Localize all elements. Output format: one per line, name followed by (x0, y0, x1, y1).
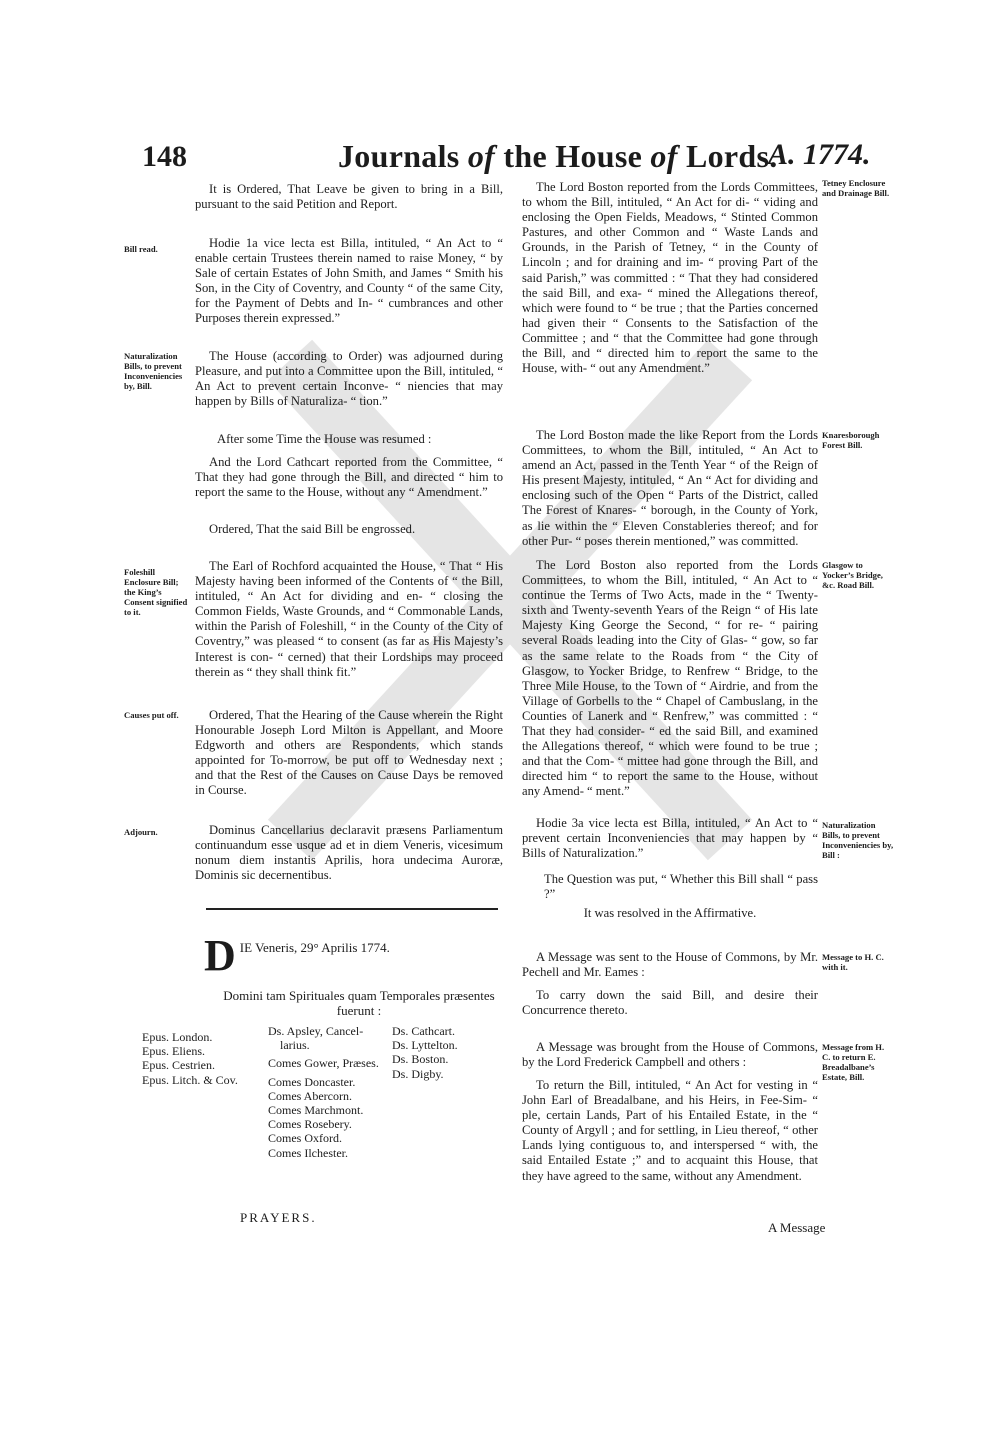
lord-entry: Comes Rosebery. (268, 1117, 352, 1132)
entry-committee-naturalization: The House (according to Order) was adjourned during Pleasure, and put into a Committee upon the Bill, intituled, “ An Act to prevent certain Inconve- “ niencies that may happen by Bills of Naturaliza- “ tion.” (195, 349, 503, 409)
margin-note-naturalization: Naturalization Bills, to prevent Inconveniencies by, Bill. (124, 351, 183, 391)
margin-note-causes: Causes put off. (124, 710, 179, 720)
prayers-heading: PRAYERS. (240, 1210, 317, 1225)
entry-tetney-report: The Lord Boston reported from the Lords Committees, to whom the Bill, intituled, “ An Act for di- “ viding and enclosing the Open Fields, Meadows, “ Stinted Common Pastures, and other Common and “ Waste Lands and Grounds, in the Parish of Tetney, “ in the County of Lincoln ; and for draining and im- “ proving Part of the said Parish,” was committed : “ That they had considered the said Bill, and exa- “ mined the Allegations thereof, which were found to “ be true ; that the Parties concerned had given their “ Consents to the Satisfaction of the Committee ; and “ that the Committee had gone through the Bill, and “ directed him to report the same to the House, with- “ out any Amendment.” (522, 180, 818, 376)
page-number: 148 (142, 140, 187, 173)
page-title: Journals of the House of Lords. (338, 138, 778, 174)
margin-note-glasgow: Glasgow to Yocker’s Bridge, &c. Road Bill. (822, 560, 883, 590)
margin-note-naturalization-third: Naturalization Bills, to prevent Inconveniencies by, Bill : (822, 820, 894, 860)
lord-entry: Ds. Cathcart. (392, 1024, 455, 1038)
section-divider (206, 908, 498, 910)
margin-note-bill-read: Bill read. (124, 244, 158, 254)
margin-note-breadalbane: Message from H. C. to return E. Breadalbane’s Estate, Bill. (822, 1042, 885, 1082)
entry-cathcart-report: And the Lord Cathcart reported from the Committee, “ That they had gone through the Bill, and directed “ him to report the same to the House, without any “ Amendment.” (195, 455, 503, 500)
entry-message-brought: A Message was brought from the House of Commons, by the Lord Frederick Campbell and others : (522, 1040, 818, 1070)
lords-col-earls (268, 1024, 394, 1160)
catchword: A Message (768, 1220, 826, 1235)
entry-message-sent: A Message was sent to the House of Commons, by Mr. Pechell and Mr. Eames : (522, 950, 818, 980)
lord-entry: Comes Marchmont. (268, 1103, 364, 1118)
entry-cause-put-off: Ordered, That the Hearing of the Cause wherein the Right Honourable Joseph Lord Milton is Appellant, and Moore Edgworth and others are Respondents, which stands appointed for To-morrow, be put off to Wednesday next ; and that the Rest of the Causes on Cause Days be removed in Course. (195, 708, 503, 798)
entry-house-resumed: After some Time the House was resumed : (217, 432, 432, 446)
drop-cap: D (204, 931, 236, 980)
entry-affirmative: It was resolved in the Affirmative. (583, 906, 757, 920)
entry-question-put: The Question was put, “ Whether this Bill shall “ pass ?” (544, 872, 818, 902)
entry-knaresborough-report: The Lord Boston made the like Report from the Lords Committees, to whom the Bill, intituled, “ An Act to amend an Act, passed in the Tenth Year “ of the Reign of His present Majesty, intituled, “ An “ Act for dividing and enclosing such of the Open “ Parts of the District, called The Forest of Knares- “ borough, in the County of York, as lie within the “ Eleven Constableries thereof; and for other Pur- “ poses therein mentioned,” was committed. (522, 428, 818, 548)
margin-note-knaresborough: Knaresborough Forest Bill. (822, 430, 880, 450)
entry-carry-down: To carry down the said Bill, and desire their Concurrence thereto. (522, 988, 818, 1018)
entry-bill-read-first: Hodie 1a vice lecta est Billa, intituled, “ An Act to “ enable certain Trustees therein named to raise Money, “ by Sale of certain Estates of John Smith, and James “ Smith his Son, in the City of Coventry, and County “ of the same City, for the Payment of Debts and In- “ cumbrances and other Purposes therein expressed.” (195, 236, 503, 326)
lord-entry: Comes Oxford. (268, 1131, 342, 1146)
lord-entry: Ds. Apsley, Cancel- (268, 1024, 364, 1038)
entry-return-bill: To return the Bill, intituled, “ An Act for vesting in “ John Earl of Breadalbane, and his Heirs, in Fee-Sim- “ ple, certain Lands, Part of his Entailed Estate, in the “ County of Argyll ; and for settling, in Lieu thereof, “ other Lands lying contiguous to, and interspersed “ with, the said Entailed Estate ;” and to acquaint this House, that they have agreed to the same, without any Amendment. (522, 1078, 818, 1183)
margin-note-adjourn: Adjourn. (124, 827, 158, 837)
margin-note-message-to-hc: Message to H. C. with it. (822, 952, 884, 972)
lord-entry: larius. (280, 1038, 310, 1053)
lord-entry: Epus. Cestrien. (142, 1058, 215, 1073)
lord-entry: Epus. London. (142, 1030, 213, 1044)
lord-entry: Comes Gower, Præses. (268, 1056, 379, 1071)
page-year: A. 1774. (768, 138, 871, 171)
margin-note-foleshill: Foleshill Enclosure Bill; the King’s Consent signified to it. (124, 567, 188, 617)
entry-adjournment: Dominus Cancellarius declaravit præsens Parliamentum continuandum esse usque ad et in diem Veneris, vicesimum nonum diem instantis Aprilis, hora undecima Auroræ, Dominis sic decernentibus. (195, 823, 503, 883)
entry-rochford-consent: The Earl of Rochford acquainted the House, “ That “ His Majesty having been informed of the Contents of “ the Bill, intituled, “ An Act for dividing and en- “ closing the Common Fields, Waste Grounds, and “ Commonable Lands, within the Parish of Foleshill, “ in the County of the City of Coventry,” was pleased “ to consent (as far as His Majesty’s Interest is con- “ cerned) that their Lordships may proceed therein as “ they shall think fit.” (195, 559, 503, 679)
entry-bill-read-third: Hodie 3a vice lecta est Billa, intituled, “ An Act to “ prevent certain Inconveniencies that may happen by “ Bills of Naturalization.” (522, 816, 818, 861)
lords-col-bishops (142, 1030, 262, 1087)
lord-entry: Comes Ilchester. (268, 1145, 348, 1160)
entry-leave-to-bring-bill: It is Ordered, That Leave be given to bring in a Bill, pursuant to the said Petition and Report. (195, 182, 503, 212)
entry-glasgow-report: The Lord Boston also reported from the Lords Committees, to whom the Bill, intituled, “ An Act to “ continue the Terms of Two Acts, made in the “ Twenty-sixth and Twenty-seventh Years of the Reign “ of His late Majesty King George the Second, “ for re- “ pairing several Roads leading into the City of Glas- “ gow, so far as the same relate to the Roads from “ the City of Glasgow, to Yocker Bridge, to Renfrew “ Bridge, to the Three Mile House, to the Town of “ Airdrie, and from the Village of Gorbells to the “ Chapel of Cambuslang, in the Counties of Lanerk and “ Renfrew,” was committed : “ That they had consider- “ ed the said Bill, and examined the Allegations thereof, “ which were found to be true ; and that the Com- “ mittee had gone through the Bill, and directed him “ to report the same to the House, without any Amend- “ ment.” (522, 558, 818, 799)
entry-bill-engrossed: Ordered, That the said Bill be engrossed. (209, 522, 416, 536)
lord-entry: Epus. Litch. & Cov. (142, 1072, 238, 1087)
lord-entry: Ds. Boston. (392, 1052, 449, 1067)
page-header (0, 136, 992, 176)
lord-entry: Comes Doncaster. (268, 1074, 356, 1089)
lord-entry: Epus. Eliens. (142, 1044, 205, 1059)
lords-col-barons (392, 1024, 502, 1081)
sitting-date: DIE Veneris, 29° Aprilis 1774. (204, 931, 390, 980)
lord-entry: Ds. Lyttelton. (392, 1038, 458, 1053)
lords-present-heading: Domini tam Spirituales quam Temporales præsentes fuerunt : (223, 988, 495, 1018)
lord-entry: Ds. Digby. (392, 1066, 444, 1081)
margin-note-tetney: Tetney Enclosure and Drainage Bill. (822, 178, 890, 198)
lord-entry: Comes Abercorn. (268, 1088, 352, 1103)
